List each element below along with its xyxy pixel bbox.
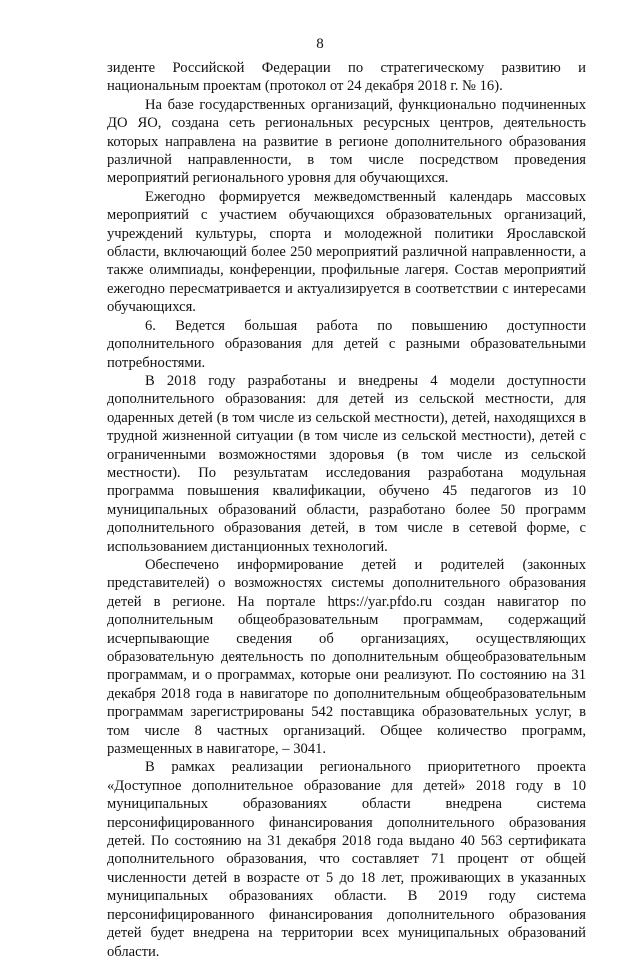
paragraph-personified-financing: В рамках реализации регионального приоритетного проекта «Доступное дополнительное образование для детей» 2018 году в 10 муниципальных образованиях области внедрена система персонифицированного финансирования дополнительного образования детей. По состоянию на 31 декабря 2018 года выдано 40 563 сертификата дополнительного образования, что составляет 71 процент от общей численности детей в возрасте от 5 до 18 лет, проживающих в указанных муниципальных образованиях области. В 2019 году система персонифицированного финансирования дополнительного образования детей будет внедрена на территории всех муниципальных образований области. [107, 759, 586, 960]
paragraph-continued: зиденте Российской Федерации по стратегическому развитию и национальным проектам (протокол от 24 декабря 2018 г. № 16). [107, 60, 586, 95]
page-number: 8 [316, 36, 324, 52]
paragraph-resource-centers: На базе государственных организаций, функционально подчиненных ДО ЯО, создана сеть региональных ресурсных центров, деятельность которых направлена на развитие в регионе дополнительного образования различной направленности, в том числе посредством проведения мероприятий регионального уровня для обучающихся. [107, 96, 586, 187]
body-text [107, 59, 586, 961]
paragraph-event-calendar: Ежегодно формируется межведомственный календарь массовых мероприятий с участием обучающихся образовательных организаций, учреждений культуры, спорта и молодежной политики Ярославской области, включающий более 250 мероприятий различной направленности, а также олимпиады, конференции, профильные лагеря. Состав мероприятий ежегодно пересматривается и актуализируется в соответствии с интересами обучающихся. [107, 188, 586, 316]
paragraph-navigator: Обеспечено информирование детей и родителей (законных представителей) о возможностях системы дополнительного образования детей в регионе. На портале https://yar.pfdo.ru создан навигатор по дополнительным общеобразовательным программам, содержащий исчерпывающие сведения об организациях, осуществляющих образовательную деятельность по дополнительным общеобразовательным программам, и о программах, которые они реализуют. По состоянию на 31 декабря 2018 года в навигаторе по дополнительным общеобразовательным программам зарегистрированы 542 поставщика образовательных услуг, в том числе 8 частных организаций. Общее количество программ, размещенных в навигаторе, – 3041. [107, 556, 586, 758]
paragraph-accessibility: 6. Ведется большая работа по повышению доступности дополнительного образования для детей с разными образовательными потребностями. [107, 317, 586, 371]
paragraph-accessibility-models: В 2018 году разработаны и внедрены 4 модели доступности дополнительного образования: для детей из сельской местности, для одаренных детей (в том числе из сельской местности), детей, находящихся в трудной жизненной ситуации (в том числе из сельской местности), детей с ограниченными возможностями здоровья (в том числе из сельской местности). По результатам исследования разработана модульная программа повышения квалификации, обучено 45 педагогов из 10 муниципальных образований области, разработано более 50 программ дополнительного образования детей, в том числе в сетевой форме, с использованием дистанционных технологий. [107, 372, 586, 555]
